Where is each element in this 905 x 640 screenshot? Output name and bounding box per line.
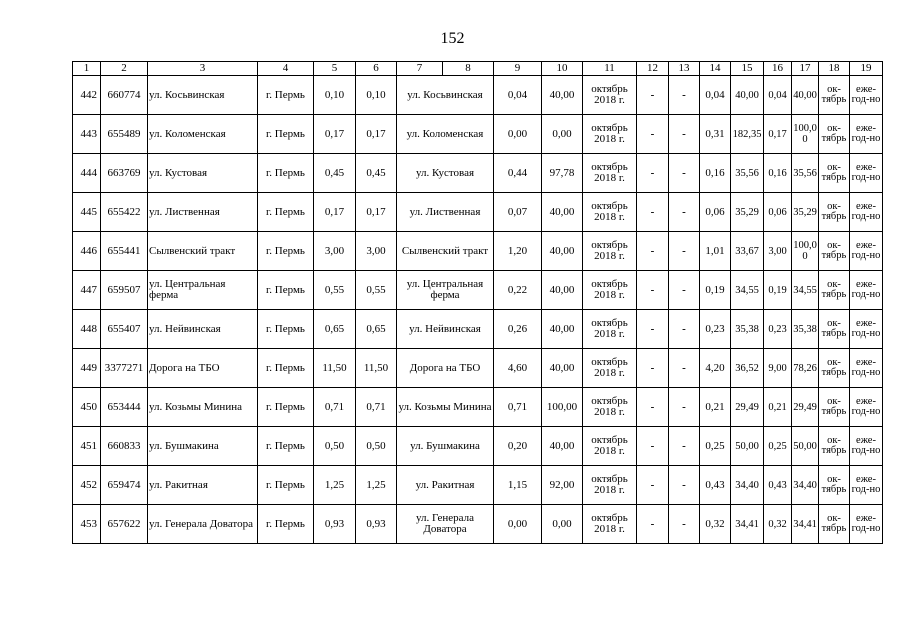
dash-cell: -	[637, 427, 669, 466]
frequency-cell: еже-год-но	[850, 76, 883, 115]
road-data-table	[72, 61, 883, 544]
period-cell: октябрь 2018 г.	[583, 427, 637, 466]
month-cell: ок-тябрь	[819, 271, 850, 310]
table-row	[73, 466, 883, 505]
frequency-cell: еже-год-но	[850, 232, 883, 271]
length-cell: 0,65	[356, 310, 397, 349]
road-code-cell: 659507	[101, 271, 148, 310]
percent-cell: 40,00	[542, 193, 583, 232]
city-cell: г. Пермь	[258, 349, 314, 388]
period-cell: октябрь 2018 г.	[583, 232, 637, 271]
percent-cell: 40,00	[542, 310, 583, 349]
dash-cell: -	[669, 271, 700, 310]
dash-cell: -	[669, 310, 700, 349]
length-cell: 0,50	[356, 427, 397, 466]
percent-cell: 100,0 0	[792, 232, 819, 271]
value-cell: 0,43	[700, 466, 731, 505]
row-number-cell: 443	[73, 115, 101, 154]
row-number-cell: 449	[73, 349, 101, 388]
row-number-cell: 453	[73, 505, 101, 544]
length-cell: 0,10	[356, 76, 397, 115]
dash-cell: -	[669, 466, 700, 505]
road-code-cell: 659474	[101, 466, 148, 505]
road-section-cell: ул. Лиственная	[397, 193, 494, 232]
percent-cell: 92,00	[542, 466, 583, 505]
road-section-cell: ул. Нейвинская	[397, 310, 494, 349]
month-cell: ок-тябрь	[819, 349, 850, 388]
length-cell: 0,10	[314, 76, 356, 115]
value-cell: 0,21	[764, 388, 792, 427]
percent-cell: 40,00	[792, 76, 819, 115]
length-cell: 0,17	[356, 115, 397, 154]
period-cell: октябрь 2018 г.	[583, 388, 637, 427]
value-cell: 0,71	[494, 388, 542, 427]
column-header: 10	[542, 62, 583, 76]
month-cell: ок-тябрь	[819, 115, 850, 154]
table-row	[73, 310, 883, 349]
value-cell: 0,00	[494, 115, 542, 154]
length-cell: 0,71	[356, 388, 397, 427]
frequency-cell: еже-год-но	[850, 115, 883, 154]
dash-cell: -	[669, 193, 700, 232]
city-cell: г. Пермь	[258, 427, 314, 466]
row-number-cell: 444	[73, 154, 101, 193]
length-cell: 0,50	[314, 427, 356, 466]
road-code-cell: 655422	[101, 193, 148, 232]
percent-cell: 50,00	[792, 427, 819, 466]
city-cell: г. Пермь	[258, 310, 314, 349]
length-cell: 0,45	[314, 154, 356, 193]
column-header: 6	[356, 62, 397, 76]
length-cell: 0,65	[314, 310, 356, 349]
length-cell: 0,55	[356, 271, 397, 310]
city-cell: г. Пермь	[258, 271, 314, 310]
value-cell: 0,32	[764, 505, 792, 544]
length-cell: 11,50	[314, 349, 356, 388]
length-cell: 0,45	[356, 154, 397, 193]
road-code-cell: 655407	[101, 310, 148, 349]
percent-cell: 40,00	[731, 76, 764, 115]
table-body	[73, 62, 883, 544]
road-section-cell: ул. Центральная ферма	[397, 271, 494, 310]
length-cell: 3,00	[314, 232, 356, 271]
month-cell: ок-тябрь	[819, 310, 850, 349]
value-cell: 0,17	[764, 115, 792, 154]
value-cell: 9,00	[764, 349, 792, 388]
city-cell: г. Пермь	[258, 115, 314, 154]
percent-cell: 34,40	[731, 466, 764, 505]
value-cell: 1,01	[700, 232, 731, 271]
frequency-cell: еже-год-но	[850, 466, 883, 505]
street-name-cell: ул. Ракитная	[148, 466, 258, 505]
road-code-cell: 655441	[101, 232, 148, 271]
dash-cell: -	[637, 115, 669, 154]
value-cell: 0,06	[700, 193, 731, 232]
length-cell: 0,17	[314, 193, 356, 232]
dash-cell: -	[637, 193, 669, 232]
table-row	[73, 76, 883, 115]
value-cell: 0,21	[700, 388, 731, 427]
road-section-cell: Сылвенский тракт	[397, 232, 494, 271]
dash-cell: -	[669, 349, 700, 388]
value-cell: 0,06	[764, 193, 792, 232]
street-name-cell: ул. Лиственная	[148, 193, 258, 232]
length-cell: 11,50	[356, 349, 397, 388]
value-cell: 0,16	[700, 154, 731, 193]
table-row	[73, 193, 883, 232]
street-name-cell: Сылвенский тракт	[148, 232, 258, 271]
column-header: 5	[314, 62, 356, 76]
period-cell: октябрь 2018 г.	[583, 76, 637, 115]
street-name-cell: ул. Нейвинская	[148, 310, 258, 349]
row-number-cell: 448	[73, 310, 101, 349]
street-name-cell: ул. Кустовая	[148, 154, 258, 193]
dash-cell: -	[669, 232, 700, 271]
street-name-cell: Дорога на ТБО	[148, 349, 258, 388]
percent-cell: 33,67	[731, 232, 764, 271]
road-code-cell: 3377271	[101, 349, 148, 388]
table-row	[73, 388, 883, 427]
page-number: 152	[440, 30, 465, 47]
length-cell: 0,71	[314, 388, 356, 427]
value-cell: 0,00	[494, 505, 542, 544]
column-header: 2	[101, 62, 148, 76]
percent-cell: 50,00	[731, 427, 764, 466]
column-header: 13	[669, 62, 700, 76]
period-cell: октябрь 2018 г.	[583, 310, 637, 349]
street-name-cell: ул. Центральная ферма	[148, 271, 258, 310]
table-row	[73, 271, 883, 310]
length-cell: 0,17	[356, 193, 397, 232]
length-cell: 0,17	[314, 115, 356, 154]
city-cell: г. Пермь	[258, 388, 314, 427]
value-cell: 0,22	[494, 271, 542, 310]
frequency-cell: еже-год-но	[850, 427, 883, 466]
length-cell: 0,93	[356, 505, 397, 544]
percent-cell: 0,00	[542, 505, 583, 544]
period-cell: октябрь 2018 г.	[583, 505, 637, 544]
road-code-cell: 660774	[101, 76, 148, 115]
column-header: 3	[148, 62, 258, 76]
length-cell: 1,25	[314, 466, 356, 505]
percent-cell: 35,29	[792, 193, 819, 232]
length-cell: 3,00	[356, 232, 397, 271]
table-row	[73, 115, 883, 154]
column-header: 15	[731, 62, 764, 76]
period-cell: октябрь 2018 г.	[583, 466, 637, 505]
month-cell: ок-тябрь	[819, 427, 850, 466]
month-cell: ок-тябрь	[819, 388, 850, 427]
value-cell: 0,04	[494, 76, 542, 115]
road-section-cell: ул. Бушмакина	[397, 427, 494, 466]
frequency-cell: еже-год-но	[850, 505, 883, 544]
value-cell: 0,25	[700, 427, 731, 466]
frequency-cell: еже-год-но	[850, 388, 883, 427]
percent-cell: 182,35	[731, 115, 764, 154]
road-code-cell: 655489	[101, 115, 148, 154]
value-cell: 0,31	[700, 115, 731, 154]
dash-cell: -	[637, 76, 669, 115]
value-cell: 0,19	[764, 271, 792, 310]
header-row	[73, 62, 883, 76]
row-number-cell: 452	[73, 466, 101, 505]
frequency-cell: еже-год-но	[850, 271, 883, 310]
value-cell: 0,32	[700, 505, 731, 544]
value-cell: 0,20	[494, 427, 542, 466]
value-cell: 1,20	[494, 232, 542, 271]
value-cell: 0,04	[700, 76, 731, 115]
column-header: 17	[792, 62, 819, 76]
city-cell: г. Пермь	[258, 232, 314, 271]
period-cell: октябрь 2018 г.	[583, 271, 637, 310]
road-section-cell: ул. Кустовая	[397, 154, 494, 193]
dash-cell: -	[637, 154, 669, 193]
dash-cell: -	[637, 349, 669, 388]
row-number-cell: 450	[73, 388, 101, 427]
percent-cell: 36,52	[731, 349, 764, 388]
dash-cell: -	[637, 271, 669, 310]
percent-cell: 29,49	[731, 388, 764, 427]
month-cell: ок-тябрь	[819, 505, 850, 544]
percent-cell: 78,26	[792, 349, 819, 388]
dash-cell: -	[669, 388, 700, 427]
month-cell: ок-тябрь	[819, 76, 850, 115]
road-code-cell: 657622	[101, 505, 148, 544]
percent-cell: 100,0 0	[792, 115, 819, 154]
road-code-cell: 663769	[101, 154, 148, 193]
street-name-cell: ул. Косьвинская	[148, 76, 258, 115]
row-number-cell: 442	[73, 76, 101, 115]
row-number-cell: 451	[73, 427, 101, 466]
city-cell: г. Пермь	[258, 193, 314, 232]
table-row	[73, 232, 883, 271]
period-cell: октябрь 2018 г.	[583, 154, 637, 193]
percent-cell: 34,55	[792, 271, 819, 310]
percent-cell: 35,38	[792, 310, 819, 349]
column-header: 1	[73, 62, 101, 76]
column-header: 14	[700, 62, 731, 76]
value-cell: 0,16	[764, 154, 792, 193]
frequency-cell: еже-год-но	[850, 310, 883, 349]
month-cell: ок-тябрь	[819, 232, 850, 271]
table-row	[73, 349, 883, 388]
column-header: 18	[819, 62, 850, 76]
value-cell: 0,23	[700, 310, 731, 349]
value-cell: 0,07	[494, 193, 542, 232]
column-header: 7	[397, 62, 443, 76]
month-cell: ок-тябрь	[819, 466, 850, 505]
percent-cell: 97,78	[542, 154, 583, 193]
dash-cell: -	[637, 232, 669, 271]
value-cell: 0,19	[700, 271, 731, 310]
value-cell: 0,23	[764, 310, 792, 349]
value-cell: 0,44	[494, 154, 542, 193]
percent-cell: 35,29	[731, 193, 764, 232]
frequency-cell: еже-год-но	[850, 193, 883, 232]
dash-cell: -	[669, 505, 700, 544]
percent-cell: 34,41	[792, 505, 819, 544]
percent-cell: 34,41	[731, 505, 764, 544]
dash-cell: -	[637, 310, 669, 349]
value-cell: 0,26	[494, 310, 542, 349]
percent-cell: 40,00	[542, 232, 583, 271]
dash-cell: -	[669, 76, 700, 115]
length-cell: 1,25	[356, 466, 397, 505]
value-cell: 4,20	[700, 349, 731, 388]
percent-cell: 40,00	[542, 349, 583, 388]
month-cell: ок-тябрь	[819, 154, 850, 193]
length-cell: 0,93	[314, 505, 356, 544]
row-number-cell: 446	[73, 232, 101, 271]
dash-cell: -	[637, 505, 669, 544]
column-header: 8	[443, 62, 494, 76]
column-header: 4	[258, 62, 314, 76]
percent-cell: 100,00	[542, 388, 583, 427]
percent-cell: 35,56	[792, 154, 819, 193]
frequency-cell: еже-год-но	[850, 154, 883, 193]
value-cell: 0,25	[764, 427, 792, 466]
period-cell: октябрь 2018 г.	[583, 115, 637, 154]
column-header: 11	[583, 62, 637, 76]
column-header: 9	[494, 62, 542, 76]
city-cell: г. Пермь	[258, 466, 314, 505]
value-cell: 0,04	[764, 76, 792, 115]
column-header: 19	[850, 62, 883, 76]
percent-cell: 40,00	[542, 76, 583, 115]
street-name-cell: ул. Коломенская	[148, 115, 258, 154]
row-number-cell: 445	[73, 193, 101, 232]
road-section-cell: ул. Генерала Доватора	[397, 505, 494, 544]
dash-cell: -	[669, 154, 700, 193]
road-section-cell: ул. Козьмы Минина	[397, 388, 494, 427]
dash-cell: -	[637, 388, 669, 427]
column-header: 12	[637, 62, 669, 76]
city-cell: г. Пермь	[258, 76, 314, 115]
month-cell: ок-тябрь	[819, 193, 850, 232]
row-number-cell: 447	[73, 271, 101, 310]
period-cell: октябрь 2018 г.	[583, 349, 637, 388]
road-code-cell: 660833	[101, 427, 148, 466]
table-row	[73, 505, 883, 544]
road-code-cell: 653444	[101, 388, 148, 427]
city-cell: г. Пермь	[258, 505, 314, 544]
percent-cell: 35,38	[731, 310, 764, 349]
value-cell: 1,15	[494, 466, 542, 505]
road-section-cell: ул. Коломенская	[397, 115, 494, 154]
period-cell: октябрь 2018 г.	[583, 193, 637, 232]
percent-cell: 34,40	[792, 466, 819, 505]
column-header: 16	[764, 62, 792, 76]
city-cell: г. Пермь	[258, 154, 314, 193]
value-cell: 0,43	[764, 466, 792, 505]
road-section-cell: ул. Ракитная	[397, 466, 494, 505]
street-name-cell: ул. Козьмы Минина	[148, 388, 258, 427]
street-name-cell: ул. Бушмакина	[148, 427, 258, 466]
street-name-cell: ул. Генерала Доватора	[148, 505, 258, 544]
dash-cell: -	[669, 427, 700, 466]
road-section-cell: ул. Косьвинская	[397, 76, 494, 115]
percent-cell: 35,56	[731, 154, 764, 193]
road-section-cell: Дорога на ТБО	[397, 349, 494, 388]
dash-cell: -	[637, 466, 669, 505]
value-cell: 4,60	[494, 349, 542, 388]
value-cell: 3,00	[764, 232, 792, 271]
percent-cell: 0,00	[542, 115, 583, 154]
percent-cell: 34,55	[731, 271, 764, 310]
frequency-cell: еже-год-но	[850, 349, 883, 388]
percent-cell: 40,00	[542, 271, 583, 310]
length-cell: 0,55	[314, 271, 356, 310]
table-row	[73, 427, 883, 466]
dash-cell: -	[669, 115, 700, 154]
percent-cell: 40,00	[542, 427, 583, 466]
table-row	[73, 154, 883, 193]
percent-cell: 29,49	[792, 388, 819, 427]
